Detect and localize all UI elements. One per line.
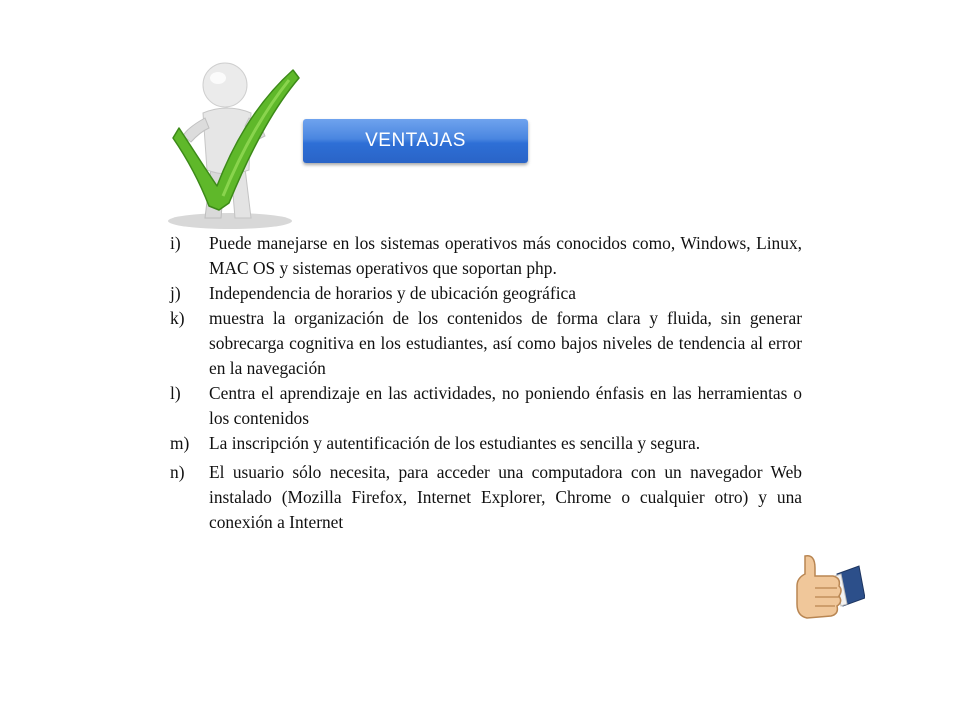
list-item (170, 281, 802, 306)
item-text: muestra la organización de los contenidos de forma clara y fluida, sin generar sobrecarga cognitiva en los estudiantes, así como bajos niveles de tendencia al error en la navegación (209, 308, 802, 378)
thumbs-up-icon (785, 552, 865, 627)
item-text: Independencia de horarios y de ubicación geográfica (209, 283, 576, 303)
item-marker: j) (170, 283, 181, 303)
item-marker: n) (170, 462, 185, 482)
advantages-list (170, 231, 802, 535)
list-item (170, 381, 802, 431)
item-text: Centra el aprendizaje en las actividades, no poniendo énfasis en las herramientas o los contenidos (209, 383, 802, 428)
ventajas-title-button: VENTAJAS (303, 119, 528, 163)
item-marker: i) (170, 233, 181, 253)
item-marker: m) (170, 433, 190, 453)
list-item (170, 460, 802, 535)
list-item (170, 306, 802, 381)
list-item (170, 231, 802, 281)
item-marker: l) (170, 383, 181, 403)
person-checkmark-icon (165, 58, 310, 233)
item-text: Puede manejarse en los sistemas operativos más conocidos como, Windows, Linux, MAC OS y sistemas operativos que soportan php. (209, 233, 802, 278)
list-item (170, 431, 802, 456)
item-text: El usuario sólo necesita, para acceder una computadora con un navegador Web instalado (Mozilla Firefox, Internet Explorer, Chrome o cualquier otro) y una conexión a Internet (209, 462, 802, 532)
item-text: La inscripción y autentificación de los estudiantes es sencilla y segura. (209, 433, 701, 453)
item-marker: k) (170, 308, 185, 328)
